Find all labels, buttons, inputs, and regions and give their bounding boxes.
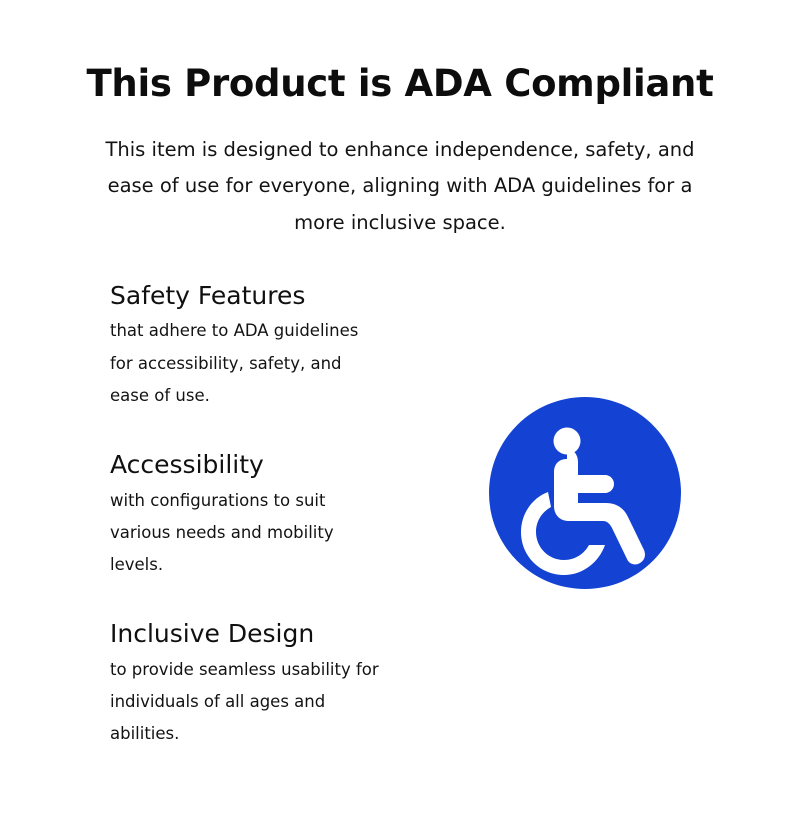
- feature-item-accessibility: [110, 448, 420, 581]
- intro-paragraph: This item is designed to enhance independence, safety, and ease of use for everyone, aligning with ADA guidelines for a more inclusive space.: [105, 138, 695, 234]
- feature-heading: Safety Features: [110, 280, 306, 310]
- page-title: This Product is ADA Compliant: [86, 62, 714, 105]
- feature-description: to provide seamless usability for individuals of all ages and abilities.: [110, 659, 379, 744]
- feature-heading: Inclusive Design: [110, 619, 315, 649]
- wheelchair-accessibility-icon: [489, 397, 681, 589]
- feature-item-inclusive-design: [110, 617, 420, 750]
- feature-item-safety-features: [110, 279, 420, 412]
- feature-description: with configurations to suit various needs and mobility levels.: [110, 490, 334, 574]
- feature-heading: Accessibility: [110, 449, 264, 479]
- content-area: [0, 279, 800, 819]
- feature-list: [110, 279, 420, 751]
- feature-description: that adhere to ADA guidelines for accessibility, safety, and ease of use.: [110, 321, 359, 405]
